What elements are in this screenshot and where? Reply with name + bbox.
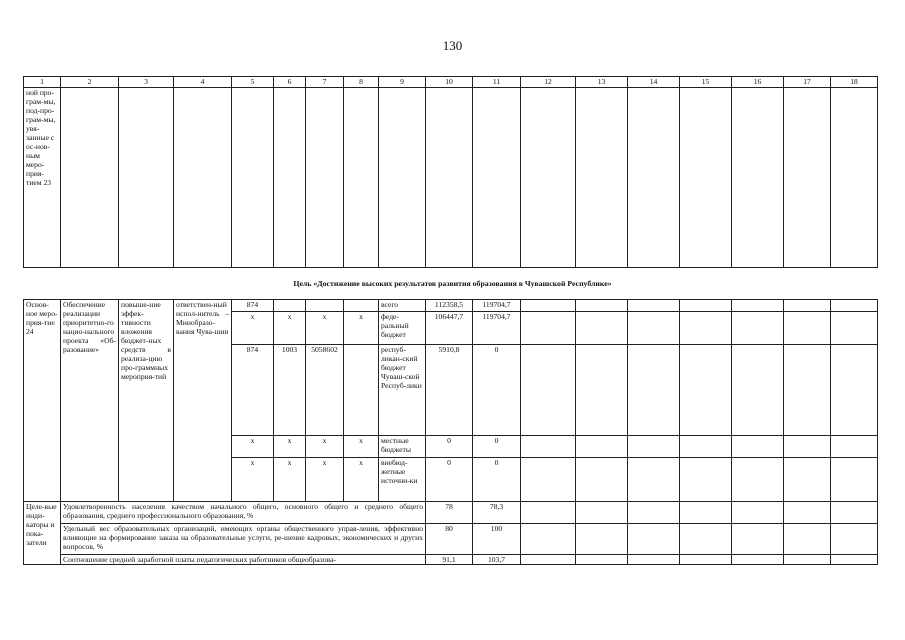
table-cell: x — [274, 458, 306, 502]
table-cell: 78,3 — [473, 502, 521, 524]
table-cell: 0 — [473, 345, 521, 436]
table-cell: x — [306, 436, 344, 458]
table-row — [24, 555, 878, 565]
header-cell: 4 — [174, 77, 232, 88]
table-cell: респуб-ликан-ский бюджет Чуваш-ской Респуб-лики — [379, 345, 426, 436]
table-cell: x — [344, 312, 379, 345]
measure-name: Основ-ное меро-прия-тие 24 — [24, 300, 61, 502]
table-row — [24, 300, 878, 312]
table-top — [23, 76, 878, 268]
table-cell: x — [232, 312, 274, 345]
table-cell: 78 — [426, 502, 473, 524]
header-cell: 3 — [119, 77, 174, 88]
table-cell: x — [274, 312, 306, 345]
measure-goal: повыше-ние эффек-тивности вложения бюджет-ных средств в реализа-цию про-граммных мероприя-тий — [119, 300, 174, 502]
table-cell: 0 — [426, 458, 473, 502]
table-cell: всего — [379, 300, 426, 312]
indicator-text: Удовлетворенность населения качеством начального общего, основного общего и среднего общего образования, среднего профессионального образования, % — [61, 502, 426, 524]
table-cell: внебюд-жетные источни-ки — [379, 458, 426, 502]
header-cell: 16 — [732, 77, 784, 88]
table-cell: 0 — [473, 458, 521, 502]
table-cell: x — [306, 312, 344, 345]
header-cell: 2 — [61, 77, 119, 88]
table-row — [24, 524, 878, 555]
table-cell: 5058602 — [306, 345, 344, 436]
table-cell — [274, 300, 306, 312]
table-cell: x — [274, 436, 306, 458]
indicator-text: Соотношение средней заработной платы педагогических работников общеобразова- — [61, 555, 426, 565]
indicator-text: Удельный вес образовательных организаций, имеющих органы общественного управ-ления, эффективно влияющие на формирование заказа на образовательные услуги, ре-шение кадровых, экономических и других вопросов, % — [61, 524, 426, 555]
header-cell: 5 — [232, 77, 274, 88]
header-cell: 14 — [628, 77, 680, 88]
table-cell: 874 — [232, 300, 274, 312]
table-cell — [344, 345, 379, 436]
indicators-label: Целе-вые инди-каторы и пока-затели — [24, 502, 61, 565]
table-cell — [344, 300, 379, 312]
header-cell: 6 — [274, 77, 306, 88]
table-cell: x — [232, 436, 274, 458]
table-cell: 119704,7 — [473, 312, 521, 345]
table-row — [24, 502, 878, 524]
table-cell: x — [344, 458, 379, 502]
table-cell: 106447,7 — [426, 312, 473, 345]
table-cell — [306, 300, 344, 312]
table-cell: 112358,5 — [426, 300, 473, 312]
table-cell: 119704,7 — [473, 300, 521, 312]
table-cell: x — [306, 458, 344, 502]
goal-heading: Цель «Достижение высоких результатов развития образования в Чувашской Республике» — [293, 279, 612, 288]
header-cell: 1 — [24, 77, 61, 88]
table-cell: местные бюджеты — [379, 436, 426, 458]
header-cell: 7 — [306, 77, 344, 88]
page-number: 130 — [442, 38, 463, 53]
table-cell: 874 — [232, 345, 274, 436]
header-cell: 13 — [576, 77, 628, 88]
header-cell: 10 — [426, 77, 473, 88]
table-cell: 91,1 — [426, 555, 473, 565]
table-row — [24, 88, 878, 268]
table-cell: x — [232, 458, 274, 502]
table-cell: 100 — [473, 524, 521, 555]
table-cell: 80 — [426, 524, 473, 555]
header-cell: 8 — [344, 77, 379, 88]
table-cell: феде-ральный бюджет — [379, 312, 426, 345]
table-main — [23, 299, 878, 565]
table-cell: x — [344, 436, 379, 458]
table-cell: 0 — [426, 436, 473, 458]
table-cell: 1003 — [274, 345, 306, 436]
measure-title: Обеспечение реализации приоритетно-го нацио-нального проекта «Об-разование» — [61, 300, 119, 502]
header-cell: 15 — [680, 77, 732, 88]
header-cell: 12 — [521, 77, 576, 88]
measure-executor: ответствен-ный испол-нитель – Минобразо-вания Чува-шии — [174, 300, 232, 502]
header-cell: 9 — [379, 77, 426, 88]
header-cell: 11 — [473, 77, 521, 88]
table-cell: ной про-грам-мы, под-про-грам-мы, увя-занные с ос-нов-ным меро-прия-тием 23 — [24, 88, 61, 268]
table-cell: 0 — [473, 436, 521, 458]
header-cell: 18 — [831, 77, 878, 88]
header-row — [24, 77, 878, 88]
table-cell: 103,7 — [473, 555, 521, 565]
table-cell: 5910,8 — [426, 345, 473, 436]
header-cell: 17 — [784, 77, 831, 88]
